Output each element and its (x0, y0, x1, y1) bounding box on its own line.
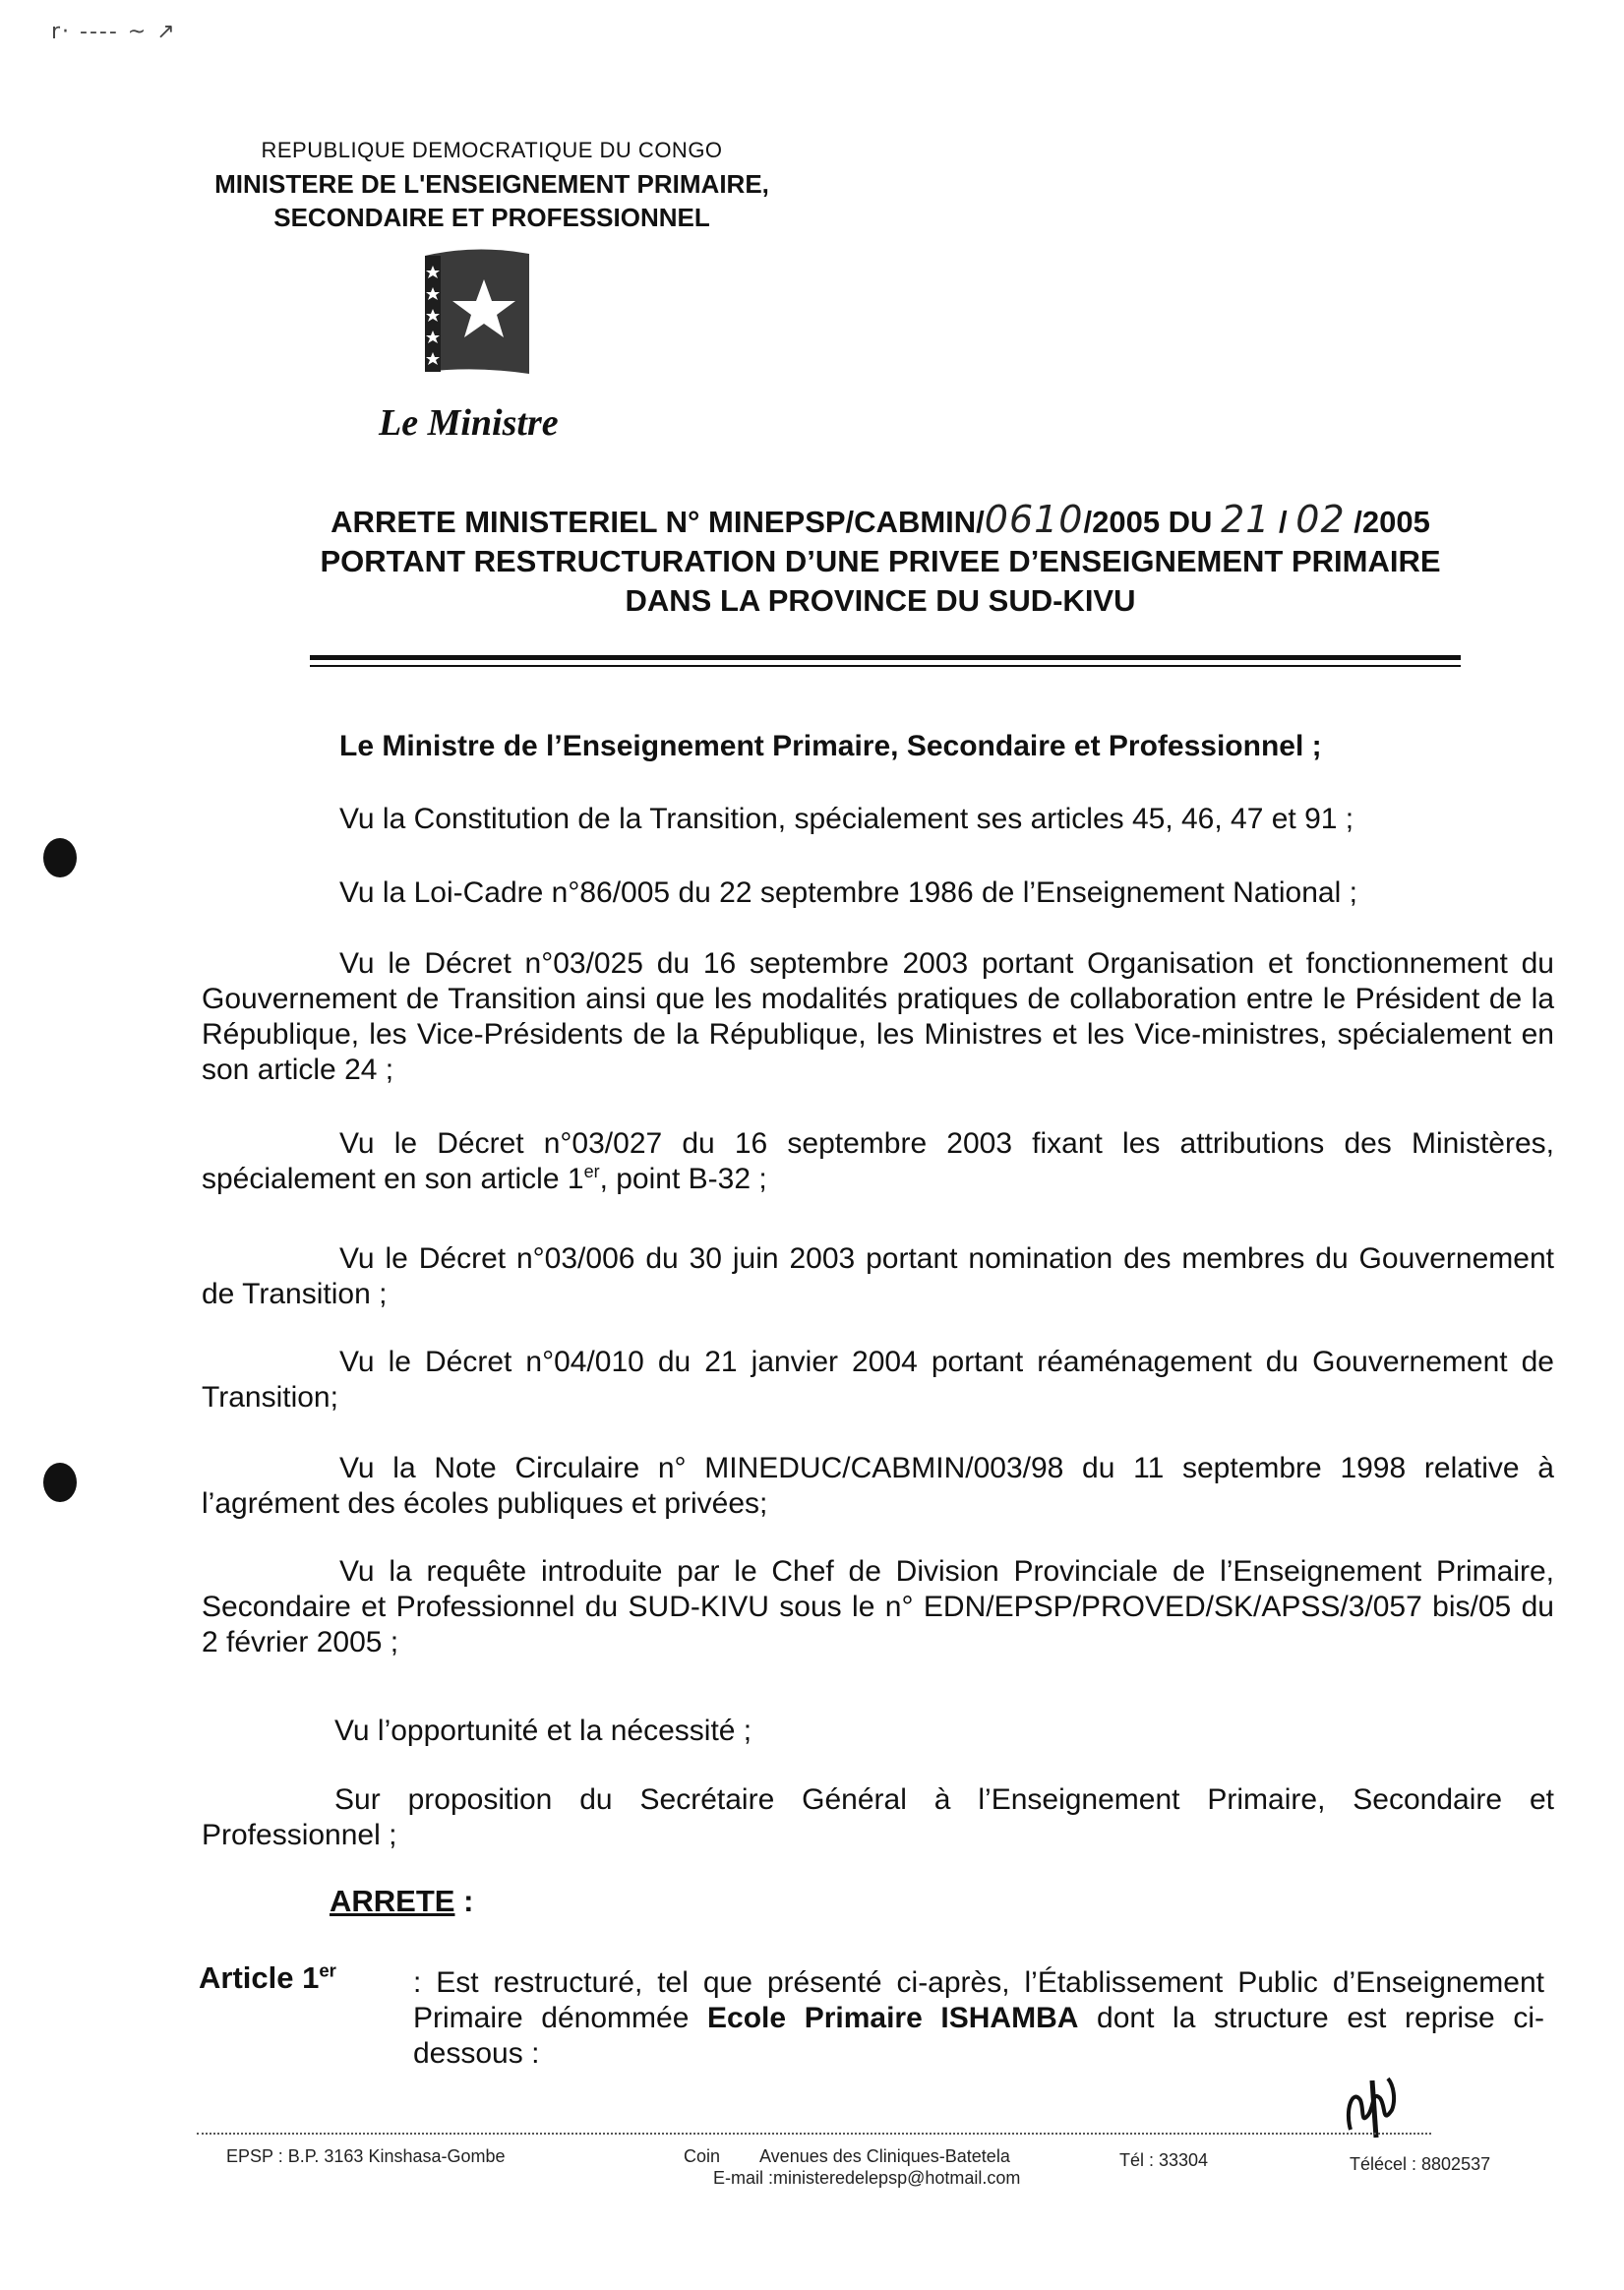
superscript-er: er (319, 1959, 336, 1981)
header-signature-le-ministre: Le Ministre (379, 402, 559, 444)
footer-tel: Tél : 33304 (1119, 2150, 1209, 2170)
footer-avenues: Avenues des Cliniques-Batetela (759, 2146, 1010, 2166)
consideration-decret-03-006: Vu le Décret n°03/006 du 30 juin 2003 portant nomination des membres du Gouvernement de Transition ; (202, 1242, 1554, 1310)
article-1-label-text: Article 1 (199, 1960, 320, 1995)
header-country: REPUBLIQUE DEMOCRATIQUE DU CONGO (261, 138, 723, 162)
consideration-decret-04-010: Vu le Décret n°04/010 du 21 janvier 2004 portant réaménagement du Gouvernement de Transition; (202, 1346, 1554, 1414)
article-1-text-start: : Est restructuré, tel que présenté ci-après, l’Établissement Public d’Enseignement Primaire dénommée (413, 1966, 1544, 2034)
consideration-constitution: Vu la Constitution de la Transition, spécialement ses articles 45, 46, 47 et 91 ; (339, 803, 1354, 835)
minister-heading: Le Ministre de l’Enseignement Primaire, Secondaire et Professionnel ; (339, 730, 1322, 762)
article-1-text (413, 1965, 1544, 2072)
decree-title (226, 500, 1534, 621)
consideration-proposition: Sur proposition du Secrétaire Général à l’Enseignement Primaire, Secondaire et Professionnel ; (202, 1783, 1554, 1851)
handwritten-day: 21 (1221, 498, 1271, 541)
consideration-decret-03-025: Vu le Décret n°03/025 du 16 septembre 2003 portant Organisation et fonctionnement du Gouvernement de Transition ainsi que les modalités pratiques de collaboration entre le Président de la République, les Vice-Présidents de la République, les Ministres et les Vice-ministres, spécialement en son article 24 ; (202, 947, 1554, 1086)
consideration-decret-03-027-end: , point B-32 ; (599, 1163, 767, 1195)
consideration-decret-03-027-text: Vu le Décret n°03/027 du 16 septembre 2003 fixant les attributions des Ministères, spécialement en son article 1 (202, 1127, 1554, 1195)
decree-title-line3: DANS LA PROVINCE DU SUD-KIVU (625, 583, 1136, 618)
consideration-requete: Vu la requête introduite par le Chef de Division Provinciale de l’Enseignement Primaire, Secondaire et Professionnel du SUD-KIVU sous le n° EDN/EPSP/PROVED/SK/APSS/3/057 bis/05 du 2 février 2005 ; (202, 1555, 1554, 1658)
consideration-note-circulaire: Vu la Note Circulaire n° MINEDUC/CABMIN/003/98 du 11 septembre 1998 relative à l’agrément des écoles publiques et privées; (202, 1452, 1554, 1520)
handwritten-month: 02 (1295, 498, 1346, 541)
superscript-er: er (583, 1162, 600, 1181)
national-flag-emblem-icon (417, 246, 535, 384)
decree-title-line2: PORTANT RESTRUCTURATION D’UNE PRIVEE D’ENSEIGNEMENT PRIMAIRE (320, 544, 1441, 578)
footer-coin: Coin (684, 2146, 721, 2166)
title-suffix: /2005 (1345, 505, 1430, 539)
handwritten-decree-number: 0610 (984, 498, 1084, 541)
handwritten-initials-icon (1343, 2071, 1402, 2139)
footer-divider (197, 2133, 1431, 2135)
title-mid: /2005 DU (1083, 505, 1222, 539)
title-divider-thick (310, 655, 1461, 660)
article-1-label (199, 1960, 336, 1996)
punch-hole-mark (43, 1463, 77, 1502)
header-ministry (148, 167, 836, 234)
arrete-heading-text: ARRETE (330, 1884, 455, 1918)
arrete-heading-colon: : (454, 1884, 474, 1918)
punch-hole-mark (43, 838, 77, 877)
footer-email: E-mail :ministeredelepsp@hotmail.com (713, 2168, 1021, 2188)
title-slash: / (1270, 505, 1296, 539)
scan-artifact-mark: r· ---- ~ ↗ (51, 20, 177, 44)
consideration-opportunite: Vu l’opportunité et la nécessité ; (334, 1715, 752, 1747)
footer-address: EPSP : B.P. 3163 Kinshasa-Gombe (226, 2146, 506, 2166)
title-divider-thin (310, 665, 1461, 667)
header-ministry-line1: MINISTERE DE L'ENSEIGNEMENT PRIMAIRE, (214, 169, 769, 199)
school-name: Ecole Primaire ISHAMBA (707, 2002, 1079, 2034)
article-1-text-end: dont la structure est reprise ci-dessous : (413, 2002, 1545, 2070)
header-ministry-line2: SECONDAIRE ET PROFESSIONNEL (273, 203, 710, 232)
footer-telecel: Télécel : 8802537 (1350, 2154, 1491, 2174)
title-prefix: ARRETE MINISTERIEL N° MINEPSP/CABMIN/ (331, 505, 985, 539)
consideration-decret-03-027 (202, 1126, 1554, 1197)
decree-title-line1 (226, 500, 1534, 542)
consideration-loi-cadre: Vu la Loi-Cadre n°86/005 du 22 septembre 1986 de l’Enseignement National ; (339, 876, 1357, 909)
arrete-heading (330, 1884, 473, 1919)
